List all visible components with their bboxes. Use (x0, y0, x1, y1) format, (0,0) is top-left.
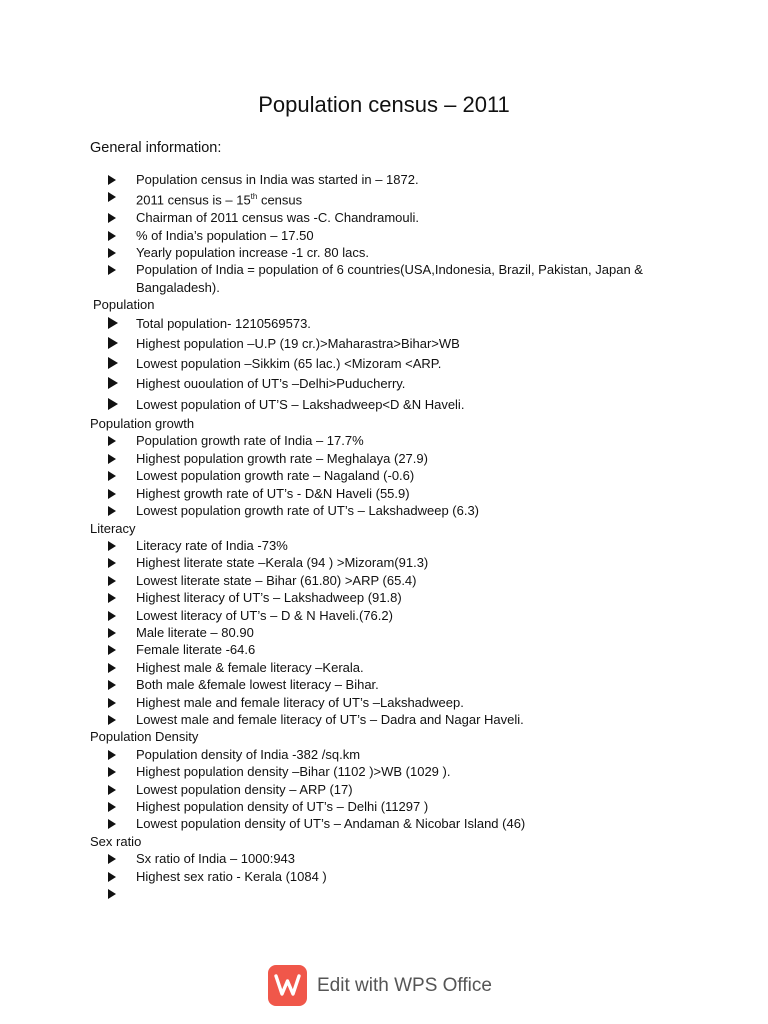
population-growth-heading: Population growth (90, 416, 195, 432)
list-item: Lowest literate state – Bihar (61.80) >ARP (65.4) (108, 572, 690, 589)
arrow-bullet-icon (108, 611, 116, 621)
list-item: Highest growth rate of UT’s - D&N Haveli (55.9) (108, 485, 690, 502)
edit-with-wps-button[interactable] (268, 965, 492, 1006)
arrow-bullet-icon (108, 213, 116, 223)
list-item: Lowest population –Sikkim (65 lac.) <Mizoram <ARP. (108, 354, 690, 374)
list-item: Male literate – 80.90 (108, 624, 690, 641)
list-item: Population census in India was started in – 1872. (108, 171, 690, 188)
sex-ratio-heading: Sex ratio (90, 833, 142, 849)
list-item (108, 885, 690, 902)
arrow-bullet-icon (108, 767, 116, 777)
arrow-bullet-icon (108, 337, 118, 349)
list-item: Lowest literacy of UT’s – D & N Haveli.(76.2) (108, 607, 690, 624)
arrow-bullet-icon (108, 192, 116, 202)
list-item: Sx ratio of India – 1000:943 (108, 850, 690, 867)
list-item: Population growth rate of India – 17.7% (108, 432, 690, 449)
list-item: Total population- 1210569573. (108, 314, 690, 334)
list-item: Highest literate state –Kerala (94 ) >Mizoram(91.3) (108, 554, 690, 571)
document-body (90, 171, 690, 902)
list-item: Lowest male and female literacy of UT’s – Dadra and Nagar Haveli. (108, 711, 690, 728)
arrow-bullet-icon (108, 680, 116, 690)
arrow-bullet-icon (108, 317, 118, 329)
list-item: Lowest population growth rate – Nagaland (-0.6) (108, 467, 690, 484)
list-item: Highest male and female literacy of UT’s –Lakshadweep. (108, 694, 690, 711)
list-item: Highest ououlation of UT’s –Delhi>Puducherry. (108, 374, 690, 394)
arrow-bullet-icon (108, 785, 116, 795)
arrow-bullet-icon (108, 436, 116, 446)
arrow-bullet-icon (108, 248, 116, 258)
list-item: Highest population density of UT’s – Delhi (11297 ) (108, 798, 690, 815)
arrow-bullet-icon (108, 231, 116, 241)
arrow-bullet-icon (108, 628, 116, 638)
arrow-bullet-icon (108, 398, 118, 410)
general-information-list (90, 171, 690, 296)
arrow-bullet-icon (108, 265, 116, 275)
arrow-bullet-icon (108, 889, 116, 899)
arrow-bullet-icon (108, 819, 116, 829)
population-heading: Population (93, 297, 155, 313)
wps-label: Edit with WPS Office (317, 974, 492, 996)
population-list (90, 314, 690, 415)
arrow-bullet-icon (108, 175, 116, 185)
arrow-bullet-icon (108, 663, 116, 673)
page-title: Population census – 2011 (258, 92, 510, 117)
list-item: Lowest population growth rate of UT’s – Lakshadweep (6.3) (108, 502, 690, 519)
general-information-heading: General information: (90, 140, 222, 156)
arrow-bullet-icon (108, 698, 116, 708)
arrow-bullet-icon (108, 357, 118, 369)
population-density-heading: Population Density (90, 729, 199, 745)
arrow-bullet-icon (108, 576, 116, 586)
list-item: Lowest population of UT’S – Lakshadweep<D &N Haveli. (108, 395, 690, 415)
literacy-list (90, 537, 690, 728)
wps-logo-icon (268, 965, 307, 1006)
arrow-bullet-icon (108, 750, 116, 760)
list-item: Highest sex ratio - Kerala (1084 ) (108, 868, 690, 885)
sex-ratio-list (90, 850, 690, 902)
list-item: Female literate -64.6 (108, 641, 690, 658)
arrow-bullet-icon (108, 872, 116, 882)
list-item: Highest male & female literacy –Kerala. (108, 659, 690, 676)
list-item: Literacy rate of India -73% (108, 537, 690, 554)
list-item: Lowest population density of UT’s – Andaman & Nicobar Island (46) (108, 815, 690, 832)
arrow-bullet-icon (108, 454, 116, 464)
arrow-bullet-icon (108, 471, 116, 481)
arrow-bullet-icon (108, 541, 116, 551)
population-growth-list (90, 432, 690, 519)
arrow-bullet-icon (108, 802, 116, 812)
list-item: Highest population growth rate – Meghalaya (27.9) (108, 450, 690, 467)
arrow-bullet-icon (108, 645, 116, 655)
population-density-list (90, 746, 690, 833)
list-item: Lowest population density – ARP (17) (108, 781, 690, 798)
arrow-bullet-icon (108, 489, 116, 499)
arrow-bullet-icon (108, 854, 116, 864)
list-item: Population density of India -382 /sq.km (108, 746, 690, 763)
list-item: Chairman of 2011 census was -C. Chandramouli. (108, 209, 690, 226)
list-item: Both male &female lowest literacy – Bihar. (108, 676, 690, 693)
list-item: 2011 census is – 15th census (108, 188, 690, 209)
list-item: % of India’s population – 17.50 (108, 227, 690, 244)
list-item: Yearly population increase -1 cr. 80 lacs. (108, 244, 690, 261)
list-item: Population of India = population of 6 countries(USA,Indonesia, Brazil, Pakistan, Japan & Bangaladesh). (108, 261, 690, 296)
list-item: Highest literacy of UT’s – Lakshadweep (91.8) (108, 589, 690, 606)
arrow-bullet-icon (108, 506, 116, 516)
arrow-bullet-icon (108, 715, 116, 725)
list-item: Highest population density –Bihar (1102 )>WB (1029 ). (108, 763, 690, 780)
literacy-heading: Literacy (90, 520, 136, 536)
arrow-bullet-icon (108, 377, 118, 389)
arrow-bullet-icon (108, 593, 116, 603)
arrow-bullet-icon (108, 558, 116, 568)
list-item: Highest population –U.P (19 cr.)>Maharastra>Bihar>WB (108, 334, 690, 354)
